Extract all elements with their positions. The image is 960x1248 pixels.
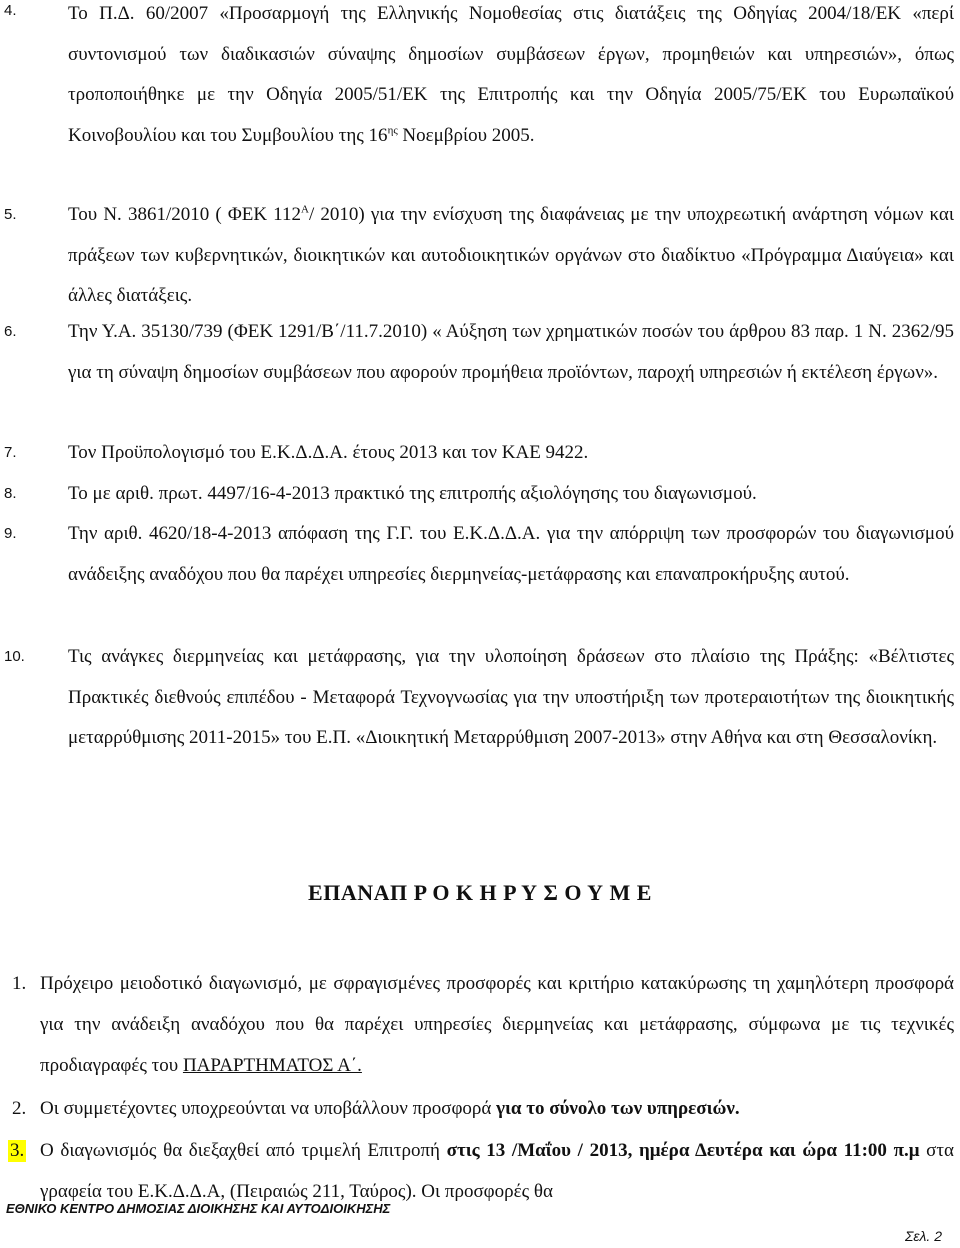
item-number: 6. [4, 323, 17, 340]
item-number: 8. [4, 485, 17, 502]
annex-reference: ΠΑΡΑΡΤΗΜΑΤΟΣ Α΄. [182, 1055, 362, 1076]
item-text: Την Υ.Α. 35130/739 (ΦΕΚ 1291/Β΄/11.7.2010) « Αύξηση των χρηματικών ποσών του άρθρου 83 παρ. 1 Ν. 2362/95 για τη σύναψη δημοσίων συμβάσεων που αφορούν προμήθεια προϊόντων, παροχή υπηρεσιών ή εκτέλεση έργων». [68, 321, 954, 383]
item-text: Του Ν. 3861/2010 ( ΦΕΚ $112^A/$ 2010) για την ενίσχυση της διαφάνειας με την υποχρεωτική ανάρτηση νόμων και πράξεων των κυβερνητικών, διοικητικών και αυτοδιοικητικών οργάνων στο διαδίκτυο «Πρόγραμμα Διαύγεια» και άλλες διατάξεις. [68, 203, 954, 306]
item-text: Τις ανάγκες διερμηνείας και μετάφρασης, για την υλοποίηση δράσεων στο πλαίσιο της Πράξης: «Βέλτιστες Πρακτικές διεθνούς επιπέδου - Μεταφορά Τεχνογνωσίας για την υποστήριξη των προτεραιοτήτων της διοικητικής μεταρρύθμισης 2011-2015» του Ε.Π. «Διοικητική Μεταρρύθμιση 2007-2013» στην Αθήνα και στη Θεσσαλονίκη. [68, 646, 954, 748]
item-number: 7. [4, 444, 17, 461]
resolution-text: Οι συμμετέχοντες υποχρεούνται να υποβάλλουν προσφορά για το σύνολο των υπηρεσιών. [40, 1098, 740, 1119]
item-number: 4. [4, 2, 17, 19]
footer-organization: ΕΘΝΙΚΟ ΚΕΝΤΡΟ ΔΗΜΟΣΙΑΣ ΔΙΟΙΚΗΣΗΣ ΚΑΙ ΑΥΤΟΔΙΟΙΚΗΣΗΣ [6, 1201, 391, 1216]
resolution-text: Ο διαγωνισμός θα διεξαχθεί από τριμελή Επιτροπή στις 13 /Μαΐου / 2013, ημέρα Δευτέρα και ώρα 11:00 π.μ στα γραφεία του Ε.Κ.Δ.Δ.Α, (Πειραιώς 211, Ταύρος). Οι προσφορές θα [40, 1140, 954, 1202]
item-number: 9. [4, 525, 17, 542]
page-number: Σελ. 2 [904, 1228, 942, 1244]
item-text: Τον Προϋπολογισμό του Ε.Κ.Δ.Δ.Α. έτους 2013 και τον ΚΑΕ 9422. [68, 442, 589, 463]
resolution-text: Πρόχειρο μειοδοτικό διαγωνισμό, με σφραγισμένες προσφορές και κριτήριο κατακύρωσης τη χαμηλότερη προσφορά για την ανάδειξη αναδόχου που θα παρέχει υπηρεσίες διερμηνείας και μετάφρασης, σύμφωνα με τις τεχνικές προδιαγραφές του ΠΑΡΑΡΤΗΜΑΤΟΣ Α΄. [40, 973, 954, 1076]
section-heading: ΕΠΑΝΑΠ Ρ Ο Κ Η Ρ Υ Σ Ο Υ Μ Ε [308, 880, 652, 905]
resolution-number: 3. [10, 1140, 25, 1161]
item-text: Το Π.Δ. 60/2007 «Προσαρμογή της Ελληνικής Νομοθεσίας στις διατάξεις της Οδηγίας 2004/18/ΕΚ «περί συντονισμού των διαδικασιών σύναψης δημοσίων συμβάσεων έργων, προμηθειών και υπηρεσιών», όπως τροποποιήθηκε με την Οδηγία 2005/51/ΕΚ της Επιτροπής και την Οδηγία 2005/75/ΕΚ του Ευρωπαϊκού Κοινοβουλίου και του Συμβουλίου της $16^{\eta\varsigma}$ Νοεμβρίου 2005. [68, 3, 954, 146]
item-number: 10. [4, 648, 25, 665]
resolution-number: 1. [12, 973, 27, 994]
item-text: Την αριθ. 4620/18-4-2013 απόφαση της Γ.Γ. του Ε.Κ.Δ.Δ.Α. για την απόρριψη των προσφορών του διαγωνισμού ανάδειξης αναδόχου που θα παρέχει υπηρεσίες διερμηνείας-μετάφρασης και επαναπροκήρυξης αυτού. [68, 523, 954, 585]
resolution-number: 2. [12, 1098, 27, 1119]
item-text: Το με αριθ. πρωτ. 4497/16-4-2013 πρακτικό της επιτροπής αξιολόγησης του διαγωνισμού. [68, 483, 757, 504]
item-number: 5. [4, 206, 17, 223]
